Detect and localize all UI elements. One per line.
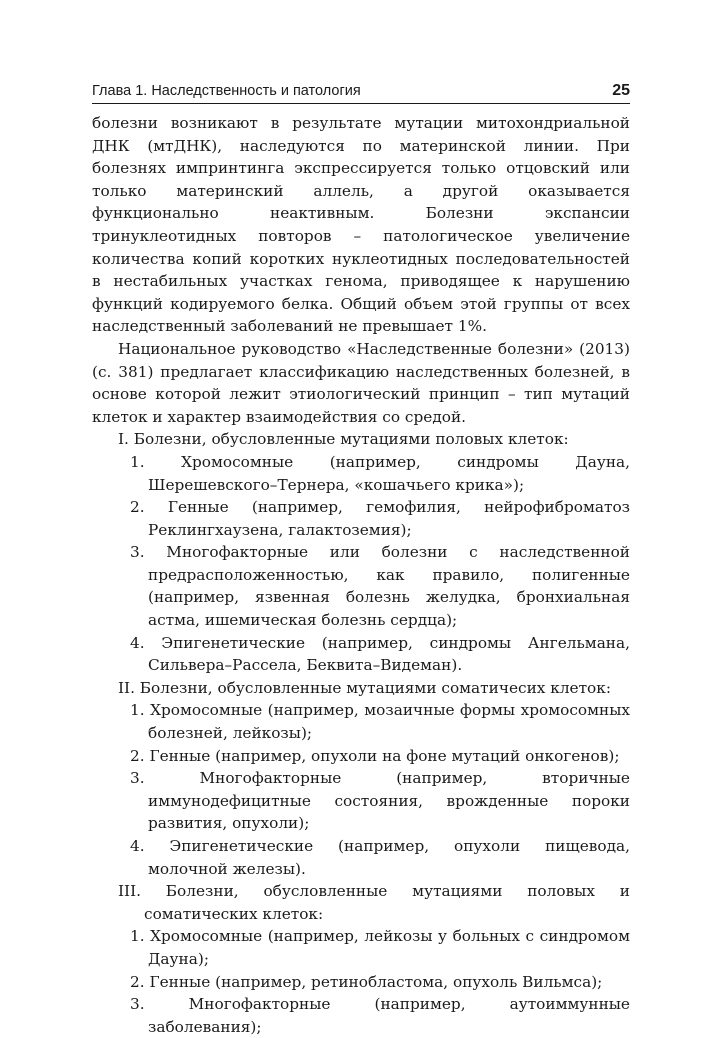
list-item: 2. Генные (например, гемофилия, нейрофиброматоз Реклингхаузена, галактоземия);	[130, 498, 630, 539]
list-item: 1. Хромосомные (например, мозаичные формы хромосомных болезней, лейкозы);	[130, 701, 630, 743]
chapter-title: Глава 1. Наследственность и патология	[92, 83, 361, 99]
list-item: 1. Хромосомные (например, синдромы Дауна, Шерешевского–Тернера, «кошачьего крика»);	[130, 452, 630, 494]
list-item: 3. Многофакторные (например, вторичные иммунодефицитные состояния, врожденные пороки развития, опухоли);	[130, 769, 630, 833]
list-item: 4. Эпигенетические (например, синдромы Ангельмана, Сильвера–Рассела, Беквита–Видеман).	[130, 633, 630, 675]
list-item: 4. Эпигенетические (например, опухоли пищевода, молочной железы).	[130, 837, 630, 878]
group-heading: III. Болезни, обусловленные мутациями половых и соматических клеток:	[118, 882, 630, 923]
list-item: 2. Генные (например, опухоли на фоне мутаций онкогенов);	[130, 746, 620, 765]
page-number: 25	[612, 82, 630, 99]
list-item: 3. Многофакторные или болезни с наследственной предрасположенностью, как правило, полигенные (например, язвенная болезнь желудка, бронхиальная астма, ишемическая болезнь сердца);	[130, 543, 630, 630]
group-heading: I. Болезни, обусловленные мутациями половых клеток:	[118, 430, 569, 449]
list-item: 2. Генные (например, ретинобластома, опухоль Вильмса);	[130, 972, 603, 991]
paragraph: болезни возникают в результате мутации митохондриальной ДНК (мтДНК), наследуются по материнской линии. При болезнях импринтинга экспрессируется только отцовский или только материнский аллель, а другой оказывается функционально неактивным. Болезни экспансии тринуклеотидных повторов – патологическое увеличение количества копий коротких нуклеотидных последовательностей в нестабильных участках генома, приводящее к нарушению функций кодируемого белка. Общий объем этой группы от всех наследственный заболеваний не превышает 1%.	[92, 114, 630, 336]
body-text	[92, 112, 630, 1038]
list-item: 3. Многофакторные (например, аутоиммунные заболевания);	[130, 995, 630, 1036]
group-heading: II. Болезни, обусловленные мутациями соматичесих клеток:	[118, 678, 611, 697]
running-header	[92, 82, 630, 104]
list-item: 1. Хромосомные (например, лейкозы у больных с синдромом Дауна);	[130, 927, 630, 968]
book-page	[92, 82, 630, 1038]
paragraph: Национальное руководство «Наследственные болезни» (2013) (с. 381) предлагает классификацию наследственных болезней, в основе которой лежит этиологический принцип – тип мутаций клеток и характер взаимодействия со средой.	[92, 339, 630, 426]
